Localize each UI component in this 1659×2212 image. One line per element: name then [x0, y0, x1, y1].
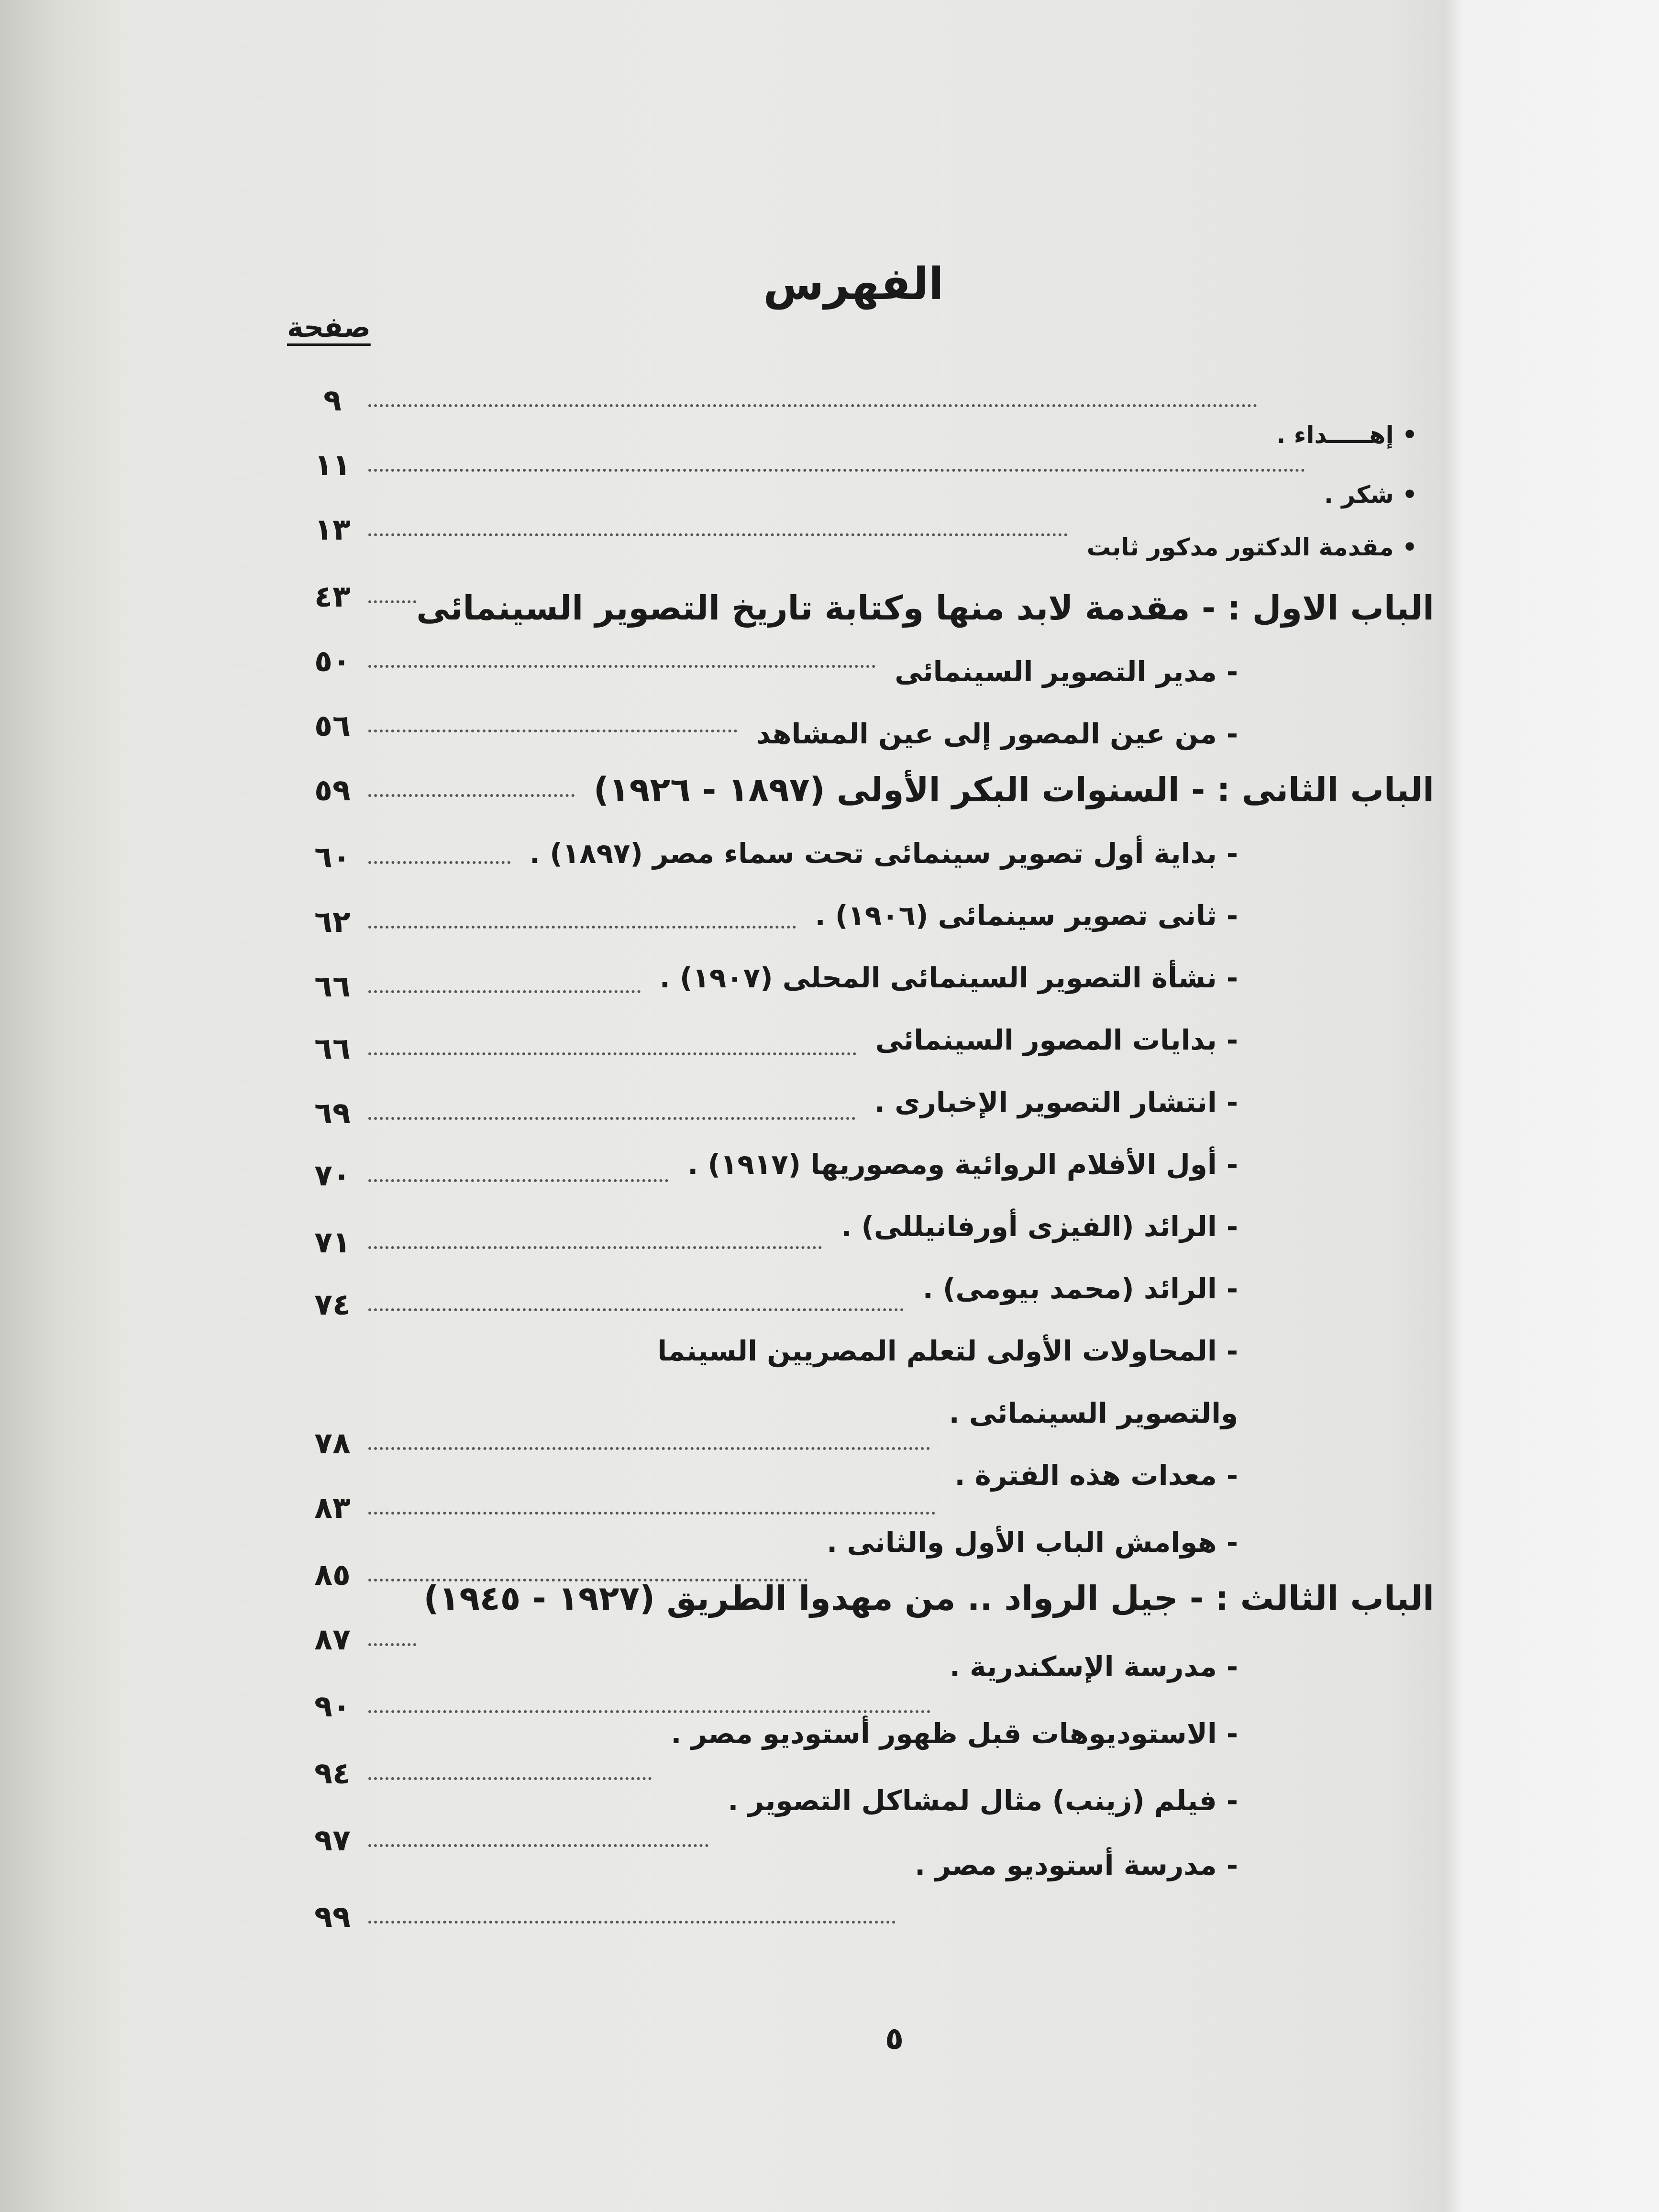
dot-leader — [368, 1179, 668, 1182]
dot-leader — [368, 1246, 822, 1249]
dot-leader — [368, 926, 796, 929]
toc-entry-title-continued[interactable]: والتصوير السينمائى . — [949, 1397, 1238, 1429]
dot-leader — [368, 404, 1257, 407]
dot-leader — [368, 990, 641, 993]
toc-entry-title[interactable]: - بدايات المصور السينمائى — [875, 1024, 1238, 1056]
dot-leader — [368, 1117, 855, 1120]
toc-entry-title[interactable]: - مدير التصوير السينمائى — [895, 655, 1238, 688]
page-number: ٥ — [885, 2021, 904, 2057]
dot-leader — [368, 794, 575, 797]
toc-entry-title[interactable]: - المحاولات الأولى لتعلم المصريين السينما — [657, 1335, 1238, 1367]
toc-page-number: ٩٤ — [314, 1756, 351, 1791]
toc-page-number: ٥٩ — [314, 773, 351, 807]
dot-leader — [368, 1512, 935, 1515]
toc-entry-title[interactable]: - الاستوديوهات قبل ظهور أستوديو مصر . — [671, 1717, 1238, 1750]
dot-leader — [368, 1921, 896, 1924]
toc-entry-title[interactable]: - من عين المصور إلى عين المشاهد — [756, 718, 1238, 750]
toc-entry-title[interactable]: • شكر . — [1324, 481, 1417, 509]
toc-entry-title[interactable]: - مدرسة الإسكندرية . — [949, 1650, 1238, 1683]
toc-entry-title[interactable]: • مقدمة الدكتور مدكور ثابت — [1086, 533, 1417, 561]
toc-page-number: ١١ — [314, 447, 351, 482]
page-column-label: صفحة — [287, 311, 371, 343]
toc-page-number: ١٣ — [314, 512, 351, 547]
toc-entry-title[interactable]: - أول الأفلام الروائية ومصوريها (١٩١٧) . — [687, 1148, 1238, 1181]
toc-entry-title[interactable]: - الرائد (الفيزى أورفانيللى) . — [841, 1210, 1238, 1243]
dot-leader — [368, 1447, 930, 1450]
dot-leader — [368, 730, 737, 732]
dot-leader — [368, 1052, 856, 1055]
dot-leader — [368, 1844, 708, 1847]
dot-leader — [368, 861, 510, 864]
toc-chapter-title[interactable]: الباب الثالث : - جيل الرواد .. من مهدوا الطريق (١٩٢٧ - ١٩٤٥) — [423, 1579, 1434, 1618]
toc-page-number: ٦٢ — [314, 904, 351, 939]
toc-page-number: ٧٠ — [314, 1158, 351, 1193]
toc-chapter-title[interactable]: الباب الاول : - مقدمة لابد منها وكتابة تاريخ التصوير السينمائى — [416, 588, 1434, 628]
toc-page-number: ٧١ — [314, 1225, 351, 1260]
toc-page-number: ٩٠ — [314, 1689, 351, 1724]
toc-entry-title[interactable]: - معدات هذه الفترة . — [954, 1459, 1238, 1492]
toc-page-number: ٧٨ — [314, 1426, 351, 1460]
dot-leader — [368, 1710, 930, 1713]
toc-page-number: ٥٠ — [314, 643, 351, 678]
toc-page-number: ٦٩ — [314, 1095, 351, 1130]
toc-page-number: ٦٦ — [314, 969, 351, 1004]
toc-entry-title[interactable]: - مدرسة أستوديو مصر . — [915, 1849, 1238, 1881]
toc-page-number: ٨٣ — [314, 1490, 351, 1525]
toc-entry-title[interactable]: - فيلم (زينب) مثال لمشاكل التصوير . — [728, 1784, 1238, 1817]
toc-entry-title[interactable]: • إهـــــداء . — [1276, 421, 1417, 449]
toc-page-number: ٨٥ — [314, 1557, 351, 1592]
toc-chapter-title[interactable]: الباب الثانى : - السنوات البكر الأولى (١٨٩٧ - ١٩٢٦) — [593, 770, 1434, 809]
toc-page-number: ٩٧ — [314, 1823, 351, 1858]
toc-page-number: ٨٧ — [314, 1622, 351, 1657]
toc-entry-title[interactable]: - هوامش الباب الأول والثانى . — [827, 1526, 1238, 1559]
toc-heading: الفهرس — [763, 258, 944, 310]
toc-entry-title[interactable]: - الرائد (محمد بيومى) . — [922, 1272, 1238, 1305]
dot-leader — [368, 1643, 416, 1646]
toc-entry-title[interactable]: - بداية أول تصوير سينمائى تحت سماء مصر (١٨٩٧) . — [530, 837, 1238, 870]
dot-leader — [368, 533, 1068, 536]
toc-page-number: ٦٠ — [314, 840, 351, 874]
toc-entry-title[interactable]: - نشأة التصوير السينمائى المحلى (١٩٠٧) . — [659, 962, 1238, 994]
dot-leader — [368, 1308, 904, 1311]
toc-page-number: ٥٦ — [314, 708, 351, 743]
toc-page-number: ٧٤ — [314, 1287, 351, 1322]
toc-page-number: ٦٦ — [314, 1031, 351, 1066]
dot-leader — [368, 665, 875, 668]
toc-page-number: ٩٩ — [314, 1899, 351, 1934]
toc-entry-title[interactable]: - ثانى تصوير سينمائى (١٩٠٦) . — [815, 899, 1238, 932]
dot-leader — [368, 600, 416, 603]
toc-page-number: ٤٣ — [314, 579, 351, 614]
dot-leader — [368, 1777, 652, 1780]
toc-entry-title[interactable]: - انتشار التصوير الإخبارى . — [874, 1086, 1238, 1118]
toc-page-number: ٩ — [323, 383, 342, 418]
dot-leader — [368, 469, 1305, 472]
